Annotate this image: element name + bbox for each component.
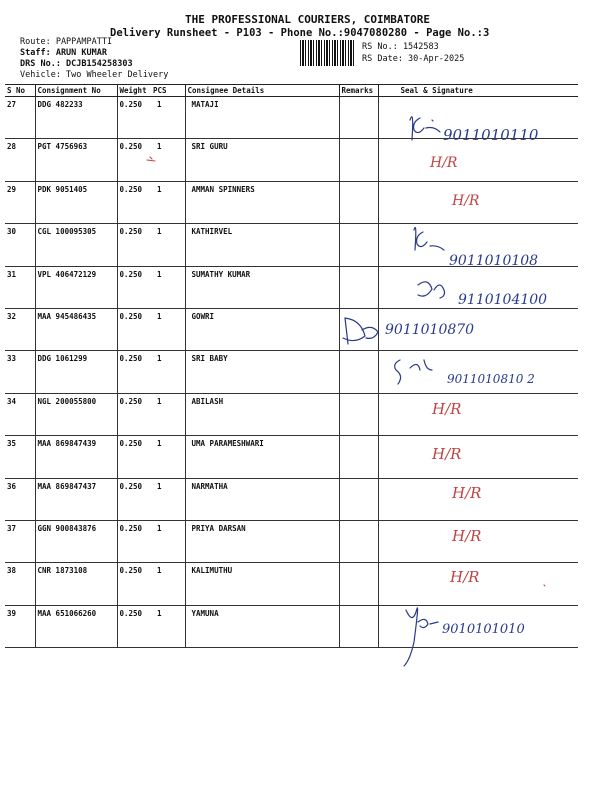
cell-remarks	[339, 181, 378, 223]
cell-remarks	[339, 520, 378, 562]
cell-remarks	[339, 266, 378, 308]
cell-pcs: 1	[151, 97, 185, 139]
cell-consignee: GOWRI	[185, 308, 339, 350]
cell-weight: 0.250	[117, 97, 151, 139]
cell-seal	[378, 563, 578, 605]
col-weight: Weight	[117, 85, 151, 97]
hw-row32: 9011010870	[385, 322, 475, 338]
company-title: THE PROFESSIONAL COURIERS, COIMBATORE	[185, 13, 431, 26]
cell-pcs: 1	[151, 139, 185, 181]
cell-sno: 30	[5, 224, 35, 266]
cell-consignment: VPL 406472129	[35, 266, 117, 308]
cell-consignment: MAA 869847439	[35, 436, 117, 478]
table-row	[5, 520, 578, 562]
cell-seal	[378, 478, 578, 520]
cell-seal	[378, 181, 578, 223]
cell-consignee: YAMUNA	[185, 605, 339, 647]
hw-row39: 9010101010	[442, 622, 525, 637]
cell-consignment: CNR 1873108	[35, 563, 117, 605]
cell-sno: 39	[5, 605, 35, 647]
cell-pcs: 1	[151, 351, 185, 393]
cell-sno: 32	[5, 308, 35, 350]
hw-row28: H/R	[430, 155, 458, 171]
cell-sno: 38	[5, 563, 35, 605]
staff-label: Staff: ARUN KUMAR	[20, 48, 107, 58]
cell-seal	[378, 266, 578, 308]
cell-pcs: 1	[151, 308, 185, 350]
hw-row31: 9110104100	[458, 292, 548, 308]
cell-pcs: 1	[151, 436, 185, 478]
cell-consignee: PRIYA DARSAN	[185, 520, 339, 562]
cell-consignee: KATHIRVEL	[185, 224, 339, 266]
hw-row27: 9011010110	[443, 126, 539, 144]
cell-weight: 0.250	[117, 181, 151, 223]
hw-row34: H/R	[432, 400, 462, 418]
cell-seal	[378, 139, 578, 181]
cell-weight: 0.250	[117, 224, 151, 266]
hw-row37: H/R	[452, 527, 482, 545]
table-row	[5, 563, 578, 605]
cell-pcs: 1	[151, 181, 185, 223]
cell-remarks	[339, 351, 378, 393]
hw-row35: H/R	[432, 445, 462, 463]
runsheet-table	[5, 84, 578, 648]
cell-pcs: 1	[151, 393, 185, 435]
table-row	[5, 139, 578, 181]
cell-weight: 0.250	[117, 520, 151, 562]
cell-consignee: AMMAN SPINNERS	[185, 181, 339, 223]
cell-remarks	[339, 436, 378, 478]
cell-consignee: MATAJI	[185, 97, 339, 139]
cell-seal	[378, 351, 578, 393]
cell-weight: 0.250	[117, 139, 151, 181]
cell-pcs: 1	[151, 224, 185, 266]
cell-seal	[378, 436, 578, 478]
cell-consignee: ABILASH	[185, 393, 339, 435]
col-remarks: Remarks	[339, 85, 378, 97]
drs-label: DRS No.: DCJB154258303	[20, 59, 133, 69]
col-seal: Seal & Signature	[378, 85, 578, 97]
cell-pcs: 1	[151, 266, 185, 308]
cell-weight: 0.250	[117, 308, 151, 350]
cell-consignee: SRI GURU	[185, 139, 339, 181]
cell-weight: 0.250	[117, 393, 151, 435]
cell-seal	[378, 393, 578, 435]
cell-sno: 36	[5, 478, 35, 520]
cell-seal	[378, 605, 578, 647]
table-row	[5, 351, 578, 393]
cell-remarks	[339, 563, 378, 605]
cell-sno: 33	[5, 351, 35, 393]
cell-sno: 29	[5, 181, 35, 223]
col-pcs: PCS	[151, 85, 185, 97]
cell-consignment: DDG 1061299	[35, 351, 117, 393]
cell-seal	[378, 224, 578, 266]
rs-date: RS Date: 30-Apr-2025	[362, 54, 465, 64]
cell-pcs: 1	[151, 605, 185, 647]
hw-row36: H/R	[452, 484, 482, 502]
barcode-image	[300, 40, 356, 66]
cell-seal	[378, 308, 578, 350]
cell-consignment: MAA 651066260	[35, 605, 117, 647]
cell-weight: 0.250	[117, 478, 151, 520]
hw-row38: H/R	[450, 568, 480, 586]
table-row	[5, 224, 578, 266]
cell-consignment: CGL 100095305	[35, 224, 117, 266]
cell-remarks	[339, 139, 378, 181]
cell-consignee: KALIMUTHU	[185, 563, 339, 605]
cell-remarks	[339, 308, 378, 350]
cell-seal	[378, 520, 578, 562]
table-row	[5, 605, 578, 647]
cell-consignee: UMA PARAMESHWARI	[185, 436, 339, 478]
cell-weight: 0.250	[117, 563, 151, 605]
hw-row33: 9011010810 2	[447, 372, 535, 386]
table-header-row	[5, 85, 578, 97]
cell-remarks	[339, 224, 378, 266]
col-consignee: Consignee Details	[185, 85, 339, 97]
runsheet-subtitle: Delivery Runsheet - P103 - Phone No.:9047080280 - Page No.:3	[110, 27, 490, 39]
cell-pcs: 1	[151, 520, 185, 562]
cell-pcs: 1	[151, 478, 185, 520]
cell-sno: 37	[5, 520, 35, 562]
table-row	[5, 478, 578, 520]
cell-consignment: MAA 945486435	[35, 308, 117, 350]
cell-remarks	[339, 478, 378, 520]
table-row	[5, 308, 578, 350]
cell-sno: 27	[5, 97, 35, 139]
cell-consignment: DDG 482233	[35, 97, 117, 139]
cell-weight: 0.250	[117, 605, 151, 647]
table-row	[5, 393, 578, 435]
cell-consignee: NARMATHA	[185, 478, 339, 520]
cell-consignment: MAA 869847437	[35, 478, 117, 520]
route-label: Route: PAPPAMPATTI	[20, 37, 113, 47]
cell-remarks	[339, 605, 378, 647]
cell-consignee: SUMATHY KUMAR	[185, 266, 339, 308]
cell-consignment: NGL 200055800	[35, 393, 117, 435]
cell-pcs: 1	[151, 563, 185, 605]
cell-sno: 31	[5, 266, 35, 308]
table-row	[5, 97, 578, 139]
hw-row30: 9011010108	[449, 253, 539, 269]
cell-sno: 28	[5, 139, 35, 181]
cell-weight: 0.250	[117, 266, 151, 308]
hw-row29: H/R	[452, 193, 480, 209]
cell-consignee: SRI BABY	[185, 351, 339, 393]
col-sno: S No	[5, 85, 35, 97]
rs-number: RS No.: 1542583	[362, 42, 439, 52]
table-row	[5, 436, 578, 478]
cell-remarks	[339, 97, 378, 139]
table-row	[5, 181, 578, 223]
cell-sno: 35	[5, 436, 35, 478]
col-consignment: Consignment No	[35, 85, 117, 97]
cell-sno: 34	[5, 393, 35, 435]
cell-consignment: GGN 900843876	[35, 520, 117, 562]
cell-consignment: PGT 4756963	[35, 139, 117, 181]
cell-seal	[378, 97, 578, 139]
cell-remarks	[339, 393, 378, 435]
vehicle-label: Vehicle: Two Wheeler Delivery	[20, 70, 169, 80]
cell-consignment: PDK 9051405	[35, 181, 117, 223]
cell-weight: 0.250	[117, 351, 151, 393]
table-row	[5, 266, 578, 308]
cell-weight: 0.250	[117, 436, 151, 478]
